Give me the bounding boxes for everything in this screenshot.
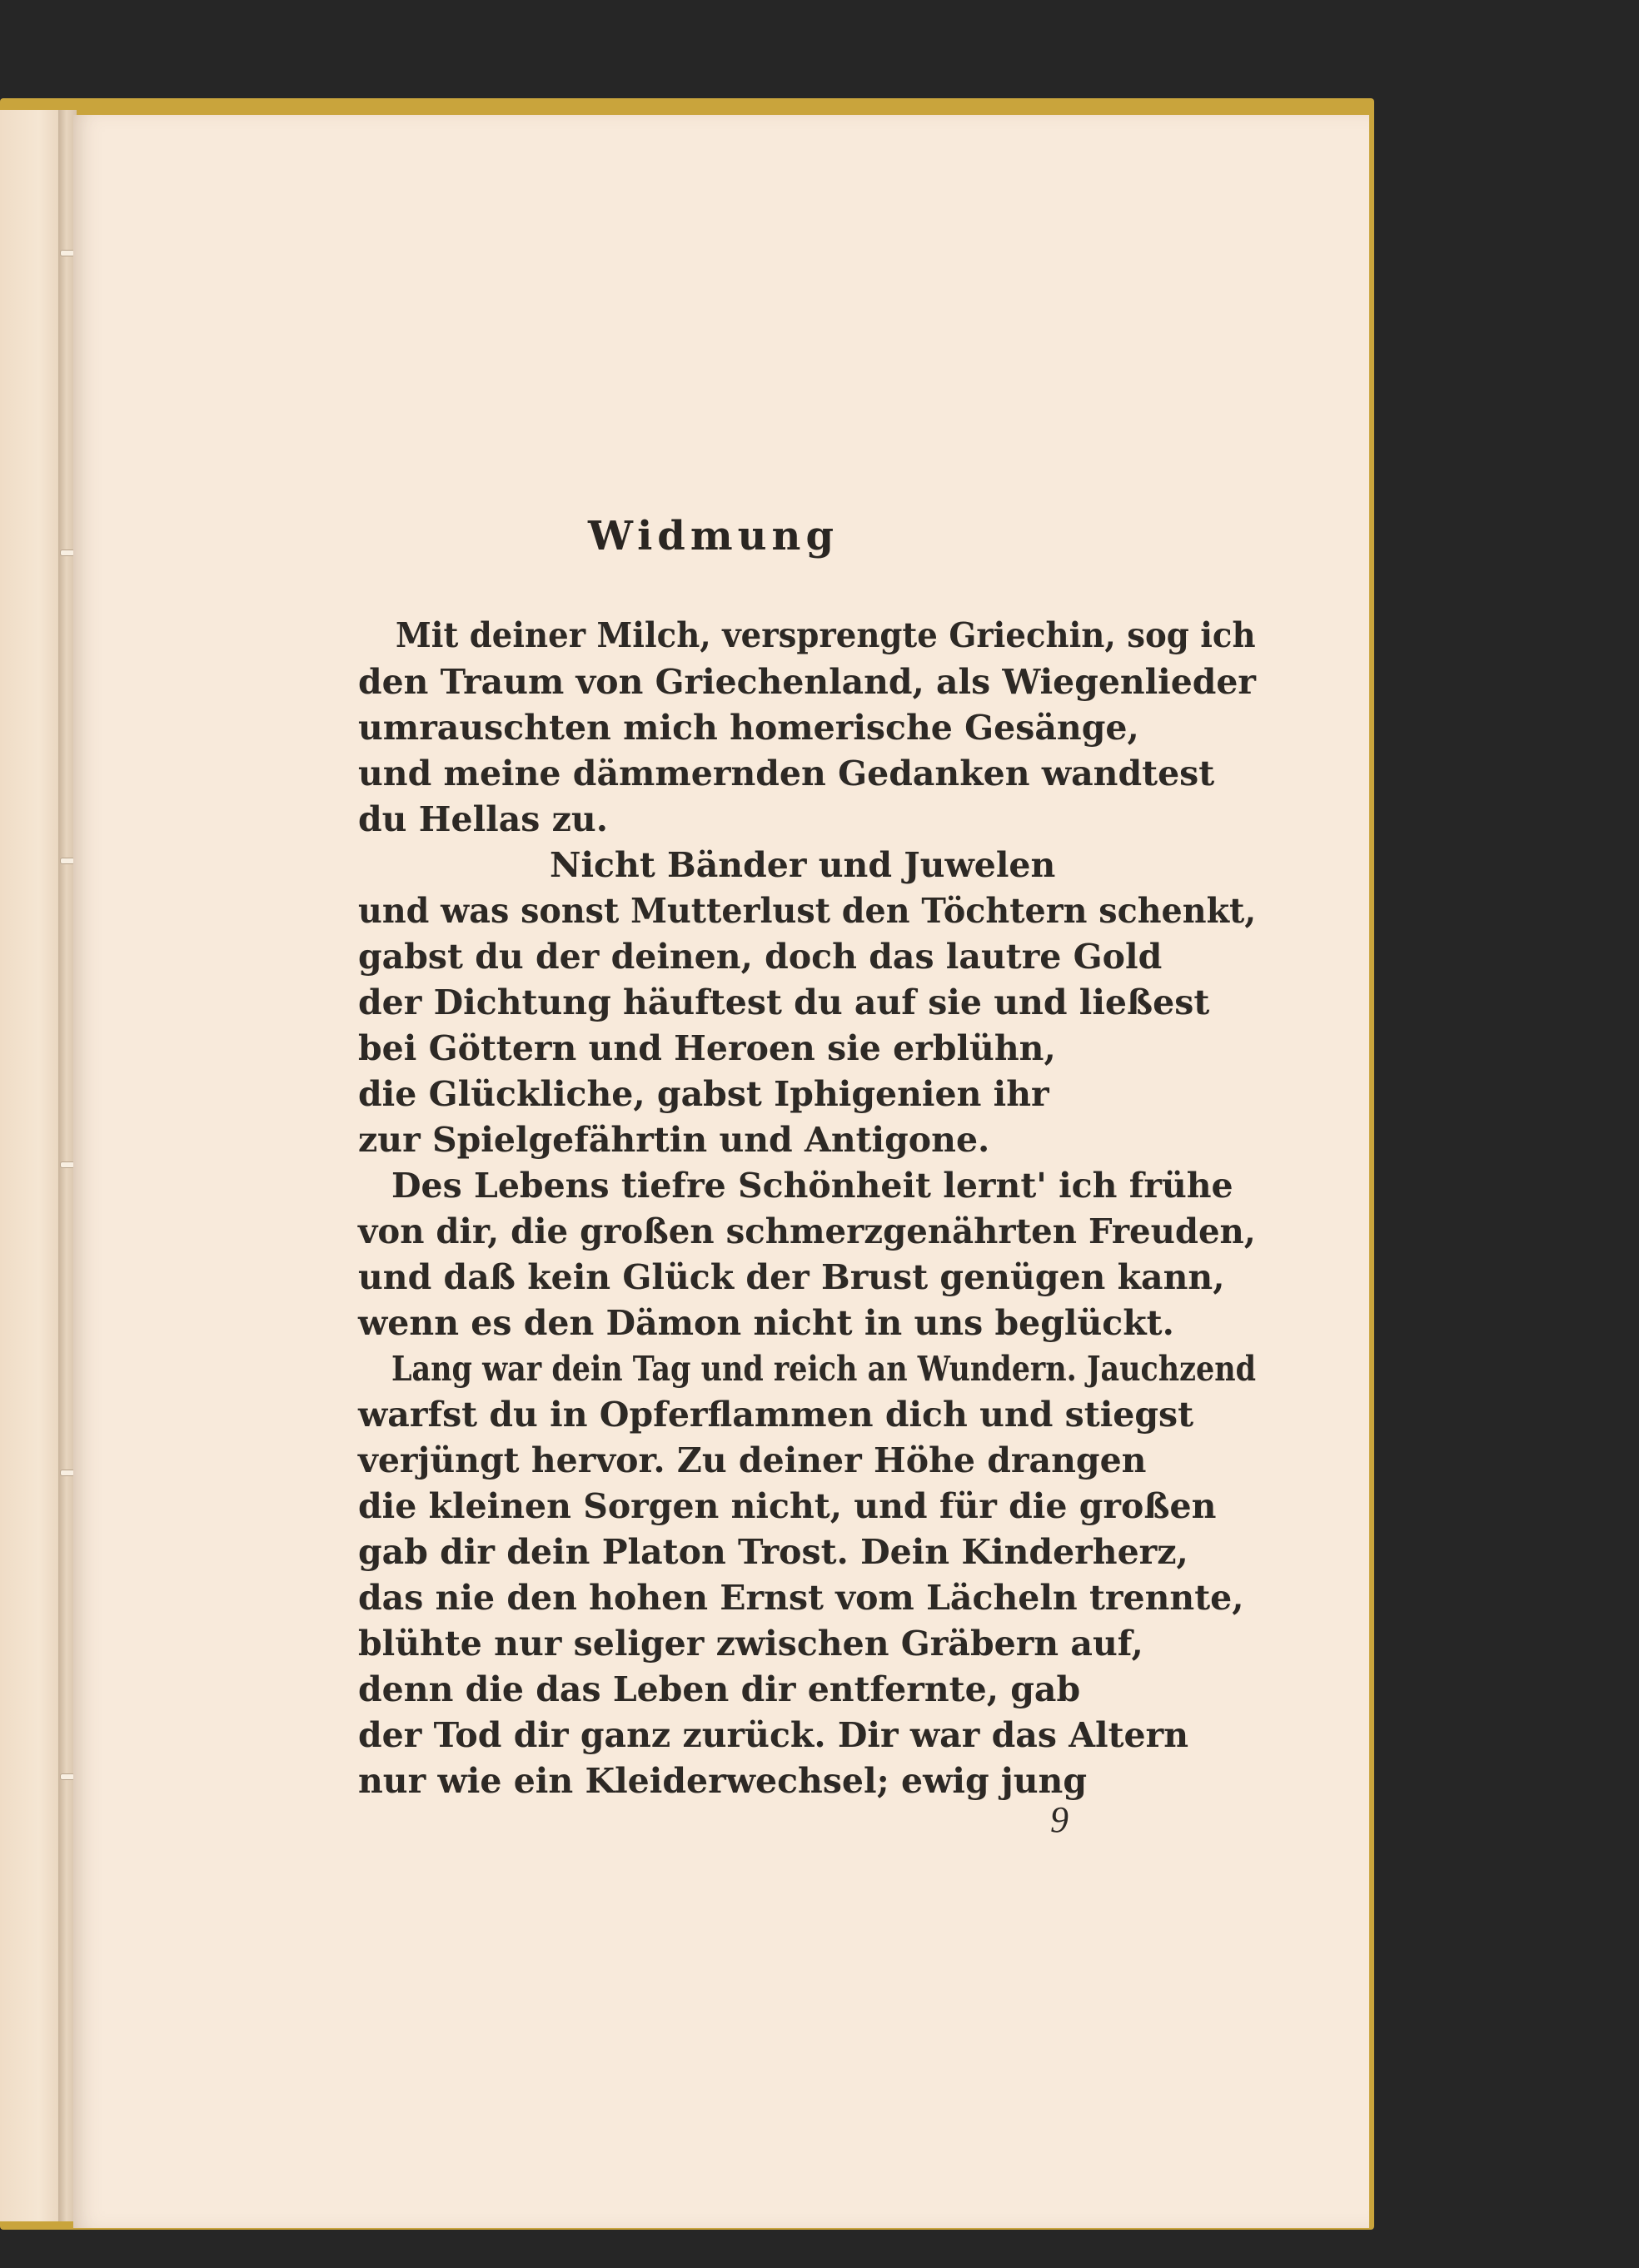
- text-line: du Hellas zu.: [358, 799, 609, 839]
- text-line: warfst du in Opferflammen dich und stiegst: [358, 1395, 1194, 1435]
- text-line: und meine dämmernden Gedanken wandtest: [358, 754, 1215, 793]
- dedication-text: [73, 115, 1369, 2228]
- text-line: das nie den hohen Ernst vom Lächeln trennte,: [358, 1578, 1244, 1618]
- text-line: die kleinen Sorgen nicht, und für die großen: [358, 1486, 1217, 1526]
- text-line: und daß kein Glück der Brust genügen kann,: [358, 1257, 1225, 1297]
- text-line: der Tod dir ganz zurück. Dir war das Altern: [358, 1715, 1189, 1755]
- text-line: Nicht Bänder und Juwelen: [550, 845, 1056, 885]
- text-line: gabst du der deinen, doch das lautre Gold: [358, 937, 1163, 977]
- page-title: Widmung: [588, 513, 839, 560]
- text-line: denn die das Leben dir entfernte, gab: [358, 1669, 1081, 1709]
- text-line: blühte nur seliger zwischen Gräbern auf,: [358, 1624, 1143, 1664]
- book-page: [73, 115, 1369, 2228]
- text-line: nur wie ein Kleiderwechsel; ewig jung: [358, 1761, 1088, 1801]
- text-line: der Dichtung häuftest du auf sie und ließest: [358, 982, 1210, 1022]
- text-line: zur Spielgefährtin und Antigone.: [358, 1120, 990, 1160]
- text-line: von dir, die großen schmerzgenährten Freuden,: [358, 1211, 1256, 1251]
- text-line: umrauschten mich homerische Gesänge,: [358, 708, 1139, 748]
- text-line: wenn es den Dämon nicht in uns beglückt.: [358, 1303, 1174, 1343]
- text-line: Mit deiner Milch, versprengte Griechin, sog ich: [396, 615, 1256, 655]
- text-line: den Traum von Griechenland, als Wiegenlieder: [358, 662, 1256, 702]
- text-line: bei Göttern und Heroen sie erblühn,: [358, 1028, 1056, 1068]
- facing-page: [0, 110, 65, 2221]
- text-line: Lang war dein Tag und reich an Wundern. Jauchzend: [391, 1349, 1256, 1389]
- text-line: gab dir dein Platon Trost. Dein Kinderherz,: [358, 1532, 1188, 1572]
- page-number: 9: [1050, 1799, 1069, 1840]
- text-line: Des Lebens tiefre Schönheit lernt' ich frühe: [391, 1166, 1233, 1206]
- text-line: die Glückliche, gabst Iphigenien ihr: [358, 1074, 1049, 1114]
- text-line: und was sonst Mutterlust den Töchtern schenkt,: [358, 891, 1257, 931]
- text-line: verjüngt hervor. Zu deiner Höhe drangen: [358, 1440, 1147, 1480]
